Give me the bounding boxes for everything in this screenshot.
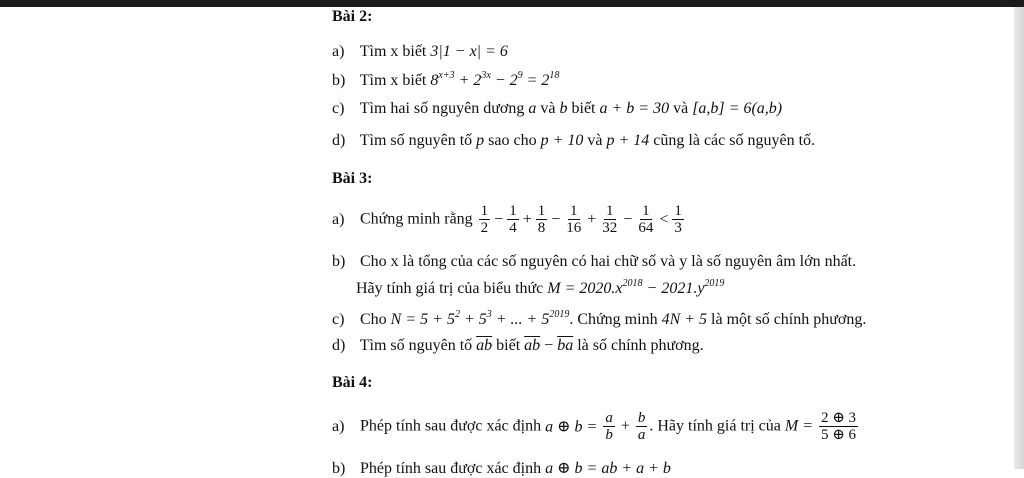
- bai3-b-line1: b) Cho x là tổng của các số nguyên có hai chữ số và y là số nguyên âm lớn nhất.: [332, 253, 857, 270]
- fraction: $\frac{1}{8}$: [537, 203, 546, 236]
- operator-sign: +: [587, 210, 597, 228]
- operator-sign: +: [522, 210, 532, 228]
- operator-sign: −: [551, 210, 561, 228]
- bai3-b-line2: Hãy tính giá trị của biểu thức $M = 2020.x^{2018} - 2021.y^{2019}$: [356, 278, 725, 297]
- operator-sign: −: [623, 210, 633, 228]
- operator-sign: <: [659, 210, 669, 228]
- scrollbar-edge[interactable]: [1014, 7, 1024, 469]
- fraction: $\frac{1}{2}$: [480, 203, 489, 236]
- bai3-d: d) Tìm số nguyên tố $\overline{ab}$ biết $\overline{ab} - \overline{ba}$ là số chính phương.: [332, 337, 704, 354]
- bai4-a: a) Phép tính sau được xác định a ⊕ b = $\frac{a}{b}$ + $\frac{b}{a}$ . Hãy tính giá trị của M = $\frac{2 \oplus 3}{5 \oplus 6}$: [332, 410, 857, 443]
- bai3-a: a) Chứng minh rằng $\frac{1}{2}$ − $\frac{1}{4}$ + $\frac{1}{8}$ − $\frac{1}{16}$ + $\frac{1}{32}$ − $\frac{1}{64}$ < $\frac{1}{3}$: [332, 203, 686, 236]
- bai2-a: a) Tìm x biết 3|1 − x| = 6: [332, 43, 508, 60]
- bai4-b-cut-off: b) Phép tính sau được xác định a ⊕ b = ab + a + b: [332, 460, 671, 477]
- fraction: $\frac{1}{64}$: [638, 203, 654, 236]
- bai2-c: c) Tìm hai số nguyên dương a và b biết a + b = 30 và [a,b] = 6(a,b): [332, 100, 783, 117]
- operator-sign: −: [494, 210, 504, 228]
- fraction: $\frac{1}{32}$: [602, 203, 618, 236]
- bai3-c: c) Cho $N = 5 + 5^2 + 5^3$ + ... + $5^{2019}$. Chứng minh 4N + 5 là một số chính phương.: [332, 309, 867, 328]
- ab-overline: $\overline{ab}$: [524, 337, 541, 354]
- bai2-d: d) Tìm số nguyên tố p sao cho p + 10 và p + 14 cũng là các số nguyên tố.: [332, 132, 816, 149]
- bai4-heading: Bài 4:: [332, 374, 373, 391]
- fraction: $\frac{1}{4}$: [509, 203, 517, 236]
- bai2-heading: Bài 2:: [332, 8, 373, 25]
- fraction: $\frac{1}{16}$: [566, 203, 582, 236]
- fraction: $\frac{1}{3}$: [674, 203, 682, 236]
- bai3-heading: Bài 3:: [332, 170, 373, 187]
- bai2-b: b) Tìm x biết $8^{x+3} + 2^{3x} - 2^9 = 2^{18}$: [332, 70, 560, 89]
